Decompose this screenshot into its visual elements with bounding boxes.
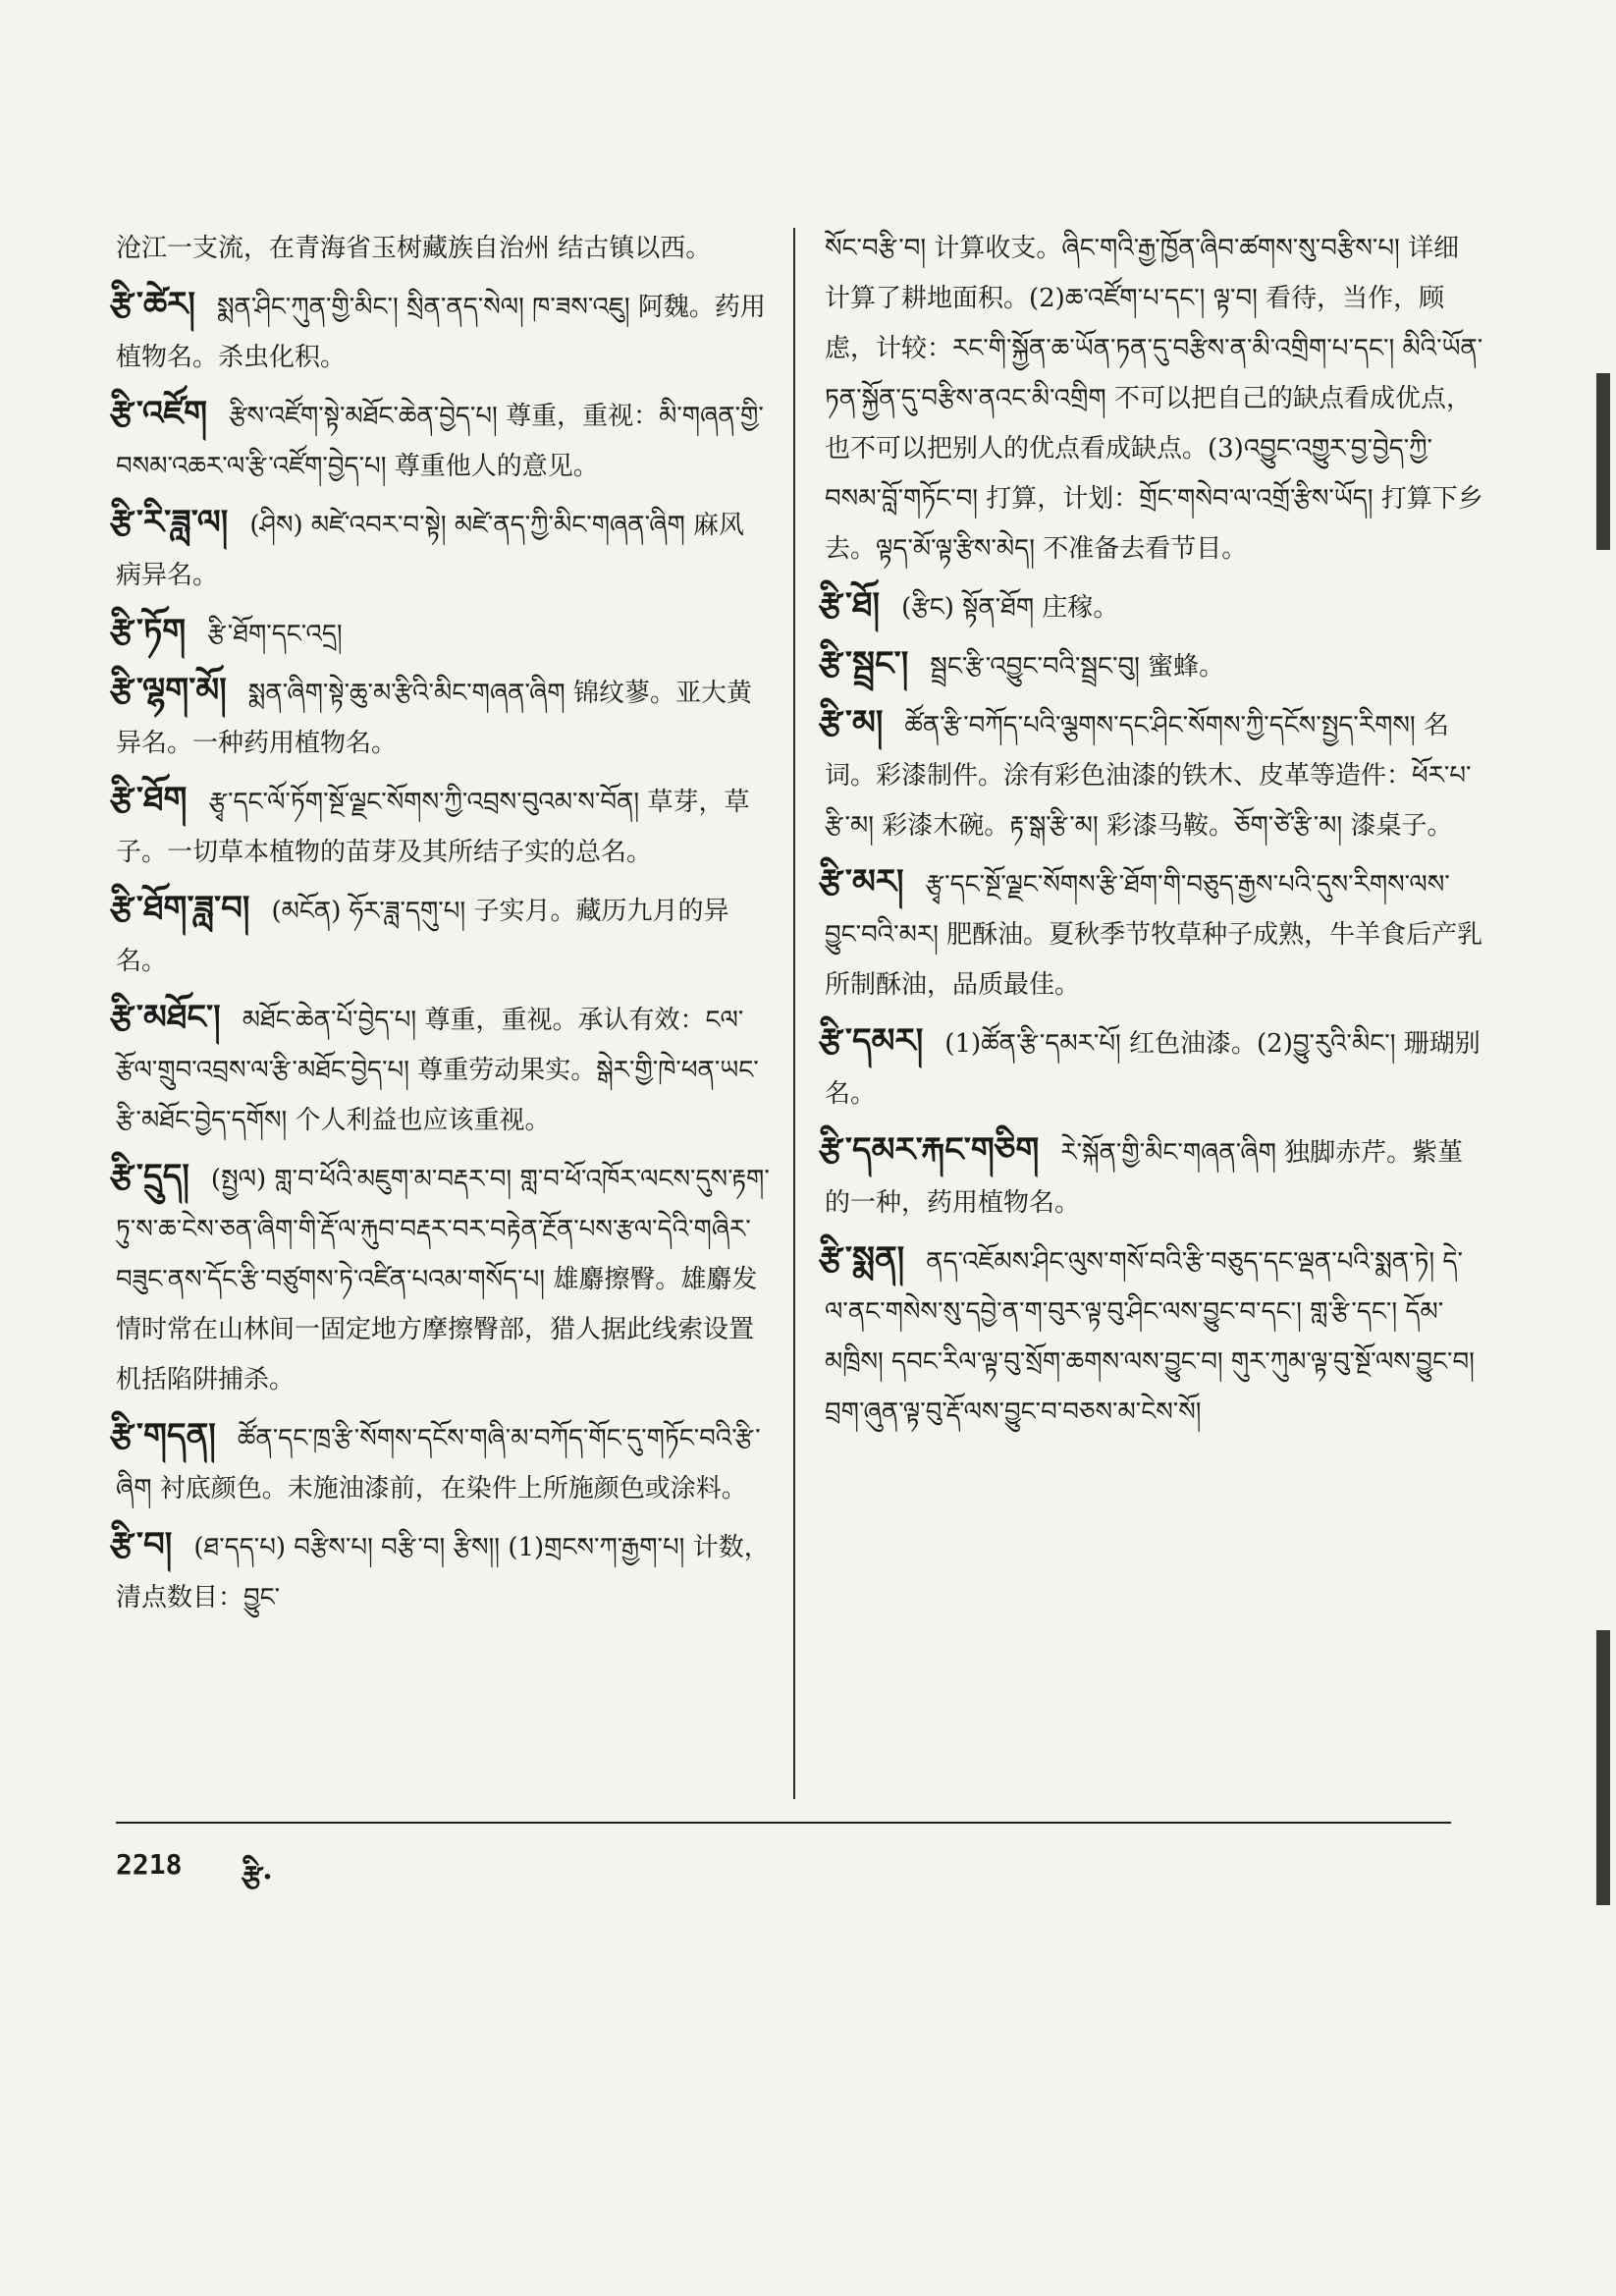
dictionary-entry [110,389,770,492]
entry-headword: རྩི་ཚེར། [110,285,195,324]
entry-headword: རྩི་དྲུད། [110,1157,189,1196]
dictionary-entry [110,775,770,878]
entry-definition: ཚོན་དང་ཁྲ་རྩི་སོགས་དངོས་གཞི་མ་བཀོད་གོང་དུ་གཏོང་བའི་རྩི་ཞིག 衬底颜色。未施油漆前，在染件上所施颜色或涂料。 [116,1424,761,1503]
entry-definition: (མངོན) ཧོར་ཟླ་དགུ་པ། 子实月。藏历九月的异名。 [116,897,729,976]
entry-definition: (ཐ་དད་པ) བརྩིས་པ། བརྩི་བ། རྩིས།། (1)གྲངས་ཀ་རྒྱག་པ། 计数，清点数目：བྱུང་ [116,1533,770,1613]
entry-definition: (1)ཚོན་རྩི་དམར་པོ། 红色油漆。(2)བྱུ་རུའི་མིང་། 珊瑚别名。 [825,1029,1481,1109]
entry-headword: རྩི་མ། [819,703,884,742]
dictionary-entry [110,607,770,660]
entry-definition: ཚོན་རྩི་བཀོད་པའི་ལྕགས་དང་ཤིང་སོགས་ཀྱི་དངོས་སྤྱད་རིགས། 名词。彩漆制件。涂有彩色油漆的铁木、皮革等造件：ཕོར་པ་རྩི་མ། 彩漆木碗。རྟ་སྒ་རྩི་མ། 彩漆马鞍。ཅོག་ཙེ་རྩི་མ། 漆桌子。 [825,711,1472,841]
footer-rule [116,1822,1451,1824]
dictionary-entry [819,1125,1484,1229]
entry-headword: རྩི་ཏོག [110,612,187,651]
entry-definition: (རྩིང) སྟོན་ཐོག 庄稼。 [901,593,1119,623]
entry-definition: རྩྭ་དང་སྔོ་ལྗང་སོགས་རྩི་ཐོག་གི་བཅུད་རྒྱས་པའི་དུས་རིགས་ལས་བྱུང་བའི་མར། 肥酥油。夏秋季节牧草种子成熟，牛羊食后产乳所制酥油，品质最佳。 [825,870,1483,1000]
dictionary-entry [819,698,1484,851]
dictionary-entry [825,224,1484,574]
dictionary-entry [819,580,1484,633]
entry-definition: སོང་བརྩི་བ། 计算收支。ཞིང་གའི་རྒྱ་ཁྱོན་ཞིབ་ཚགས་སུ་བརྩིས་པ། 详细计算了耕地面积。(2)ཆ་འཛོག་པ་དང་། ལྟ་བ། 看待，当作，顾虑，计较：རང་གི་སྐྱོན་ཆ་ཡོན་ཏན་དུ་བརྩིས་ན་མི་འགྲིག་པ་དང་། མིའི་ཡོན་ཏན་སྐྱོན་དུ་བརྩིས་ནའང་མི་འགྲིག 不可以把自己的缺点看成优点，也不可以把别人的优点看成缺点。(3)འབྱུང་འགྱུར་བྱ་བྱེད་ཀྱི་བསམ་བློ་གཏོང་བ། 打算，计划：གྲོང་གསེབ་ལ་འགྲོ་རྩིས་ཡོད། 打算下乡去。ལྟད་མོ་ལྟ་རྩིས་མེད། 不准备去看节目。 [825,234,1483,564]
edge-mark [1596,1630,1610,1905]
entry-definition: རྩི་ཐོག་དང་འདྲ། [207,620,343,649]
edge-mark [1596,373,1610,550]
entry-definition: སྨན་ཞིག་སྟེ་ཆུ་མ་རྩིའི་མིང་གཞན་ཞིག 锦纹蓼。亚大黄异名。一种药用植物名。 [116,679,752,758]
entry-definition: རྩྭ་དང་ལོ་ཏོག་སྔོ་ལྗང་སོགས་ཀྱི་འབྲས་བུའམ་ས་བོན། 草芽，草子。一切草本植物的苗芽及其所结子实的总名。 [116,788,750,867]
entry-definition: 沧江一支流，在青海省玉树藏族自治州 结古镇以西。 [116,234,712,263]
entry-definition: ནད་འཇོམས་ཤིང་ལུས་གསོ་བའི་རྩི་བཅུད་དང་ལྡན་པའི་སྨན་ཏེ། དེ་ལ་ནང་གསེས་སུ་དབྱེ་ན་ག་བུར་ལྟ་བུ་ཤིང་ལས་བྱུང་བ་དང་། གླ་རྩི་དང་། དོམ་མཁྲིས། དབང་རིལ་ལྟ་བུ་སྲོག་ཆགས་ལས་བྱུང་བ། གུར་ཀུམ་ལྟ་བུ་སྔོ་ལས་བྱུང་བ། བྲག་ཞུན་ལྟ་བུ་རྡོ་ལས་བྱུང་བ་བཅས་མ་ངེས་སོ། [825,1247,1475,1427]
dictionary-entry [110,1152,770,1405]
dictionary-entry [819,1234,1484,1438]
entry-definition: (སྤྱལ) གླ་བ་ཕོའི་མཇུག་མ་བརྡར་བ། གླ་བ་ཕོ་འཁོར་ལངས་དུས་རྟག་ཏུ་ས་ཆ་ངེས་ཅན་ཞིག་གི་རྡོ་ལ་རྐུབ་བརྡར་བར་བརྟེན་རྔོན་པས་རྩལ་དེའི་གཞིར་བཟུང་ནས་དོང་རྩི་བཙུགས་ཏེ་འཛིན་པའམ་གསོད་པ། 雄麝擦臀。雄麝发情时常在山林间一固定地方摩擦臀部，猎人据此线索设置机括陷阱捕杀。 [116,1165,770,1394]
entry-headword: རྩི་སྦྲང་། [819,644,909,683]
entry-headword: རྩི་བ། [110,1525,173,1564]
entry-headword: རྩི་མར། [819,862,904,902]
entry-headword: རྩི་ལྷག་མོ། [110,671,227,710]
dictionary-entry [819,1016,1484,1120]
column-divider [793,228,795,1799]
entry-definition: མཐོང་ཆེན་པོ་བྱེད་པ། 尊重，重视。承认有效：ངལ་རྩོལ་གྲུབ་འབྲས་ལ་རྩི་མཐོང་བྱེད་པ། 尊重劳动果实。སྒེར་གྱི་ཁེ་ཕན་ཡང་རྩི་མཐོང་བྱེད་དགོས། 个人利益也应该重视。 [116,1006,759,1135]
entry-headword: རྩི་དམར་རྐང་གཅིག [819,1130,1040,1170]
dictionary-entry [110,280,770,383]
entry-headword: རྩི་ཐོག [110,780,188,819]
dictionary-entry [110,884,770,987]
entry-definition: (ཤིས) མཛེ་འབར་བ་སྟེ། མཛེ་ནད་ཀྱི་མིང་གཞན་ཞིག 麻风病异名。 [116,511,745,590]
dictionary-entry [116,224,770,274]
dictionary-entry [110,666,770,769]
entry-headword: རྩི་གདན། [110,1416,216,1455]
entry-headword: རྩི་ཐོག་ཟླ་བ། [110,889,250,928]
dictionary-entry [819,639,1484,692]
left-column [110,224,770,1629]
running-head: རྩི· [242,1860,273,1894]
dictionary-entry [110,1520,770,1623]
entry-definition: རེ་སྐོན་གྱི་མིང་གཞན་ཞིག 独脚赤芹。紫堇的一种，药用植物名。 [825,1138,1464,1218]
dictionary-entry [110,1411,770,1514]
entry-headword: རྩི་དམར། [819,1021,924,1061]
entry-definition: རྩིས་འཛོག་སྟེ་མཐོང་ཆེན་བྱེད་པ། 尊重，重视：མི་གཞན་གྱི་བསམ་འཆར་ལ་རྩི་འཛོག་བྱེད་པ། 尊重他人的意见。 [116,402,764,481]
entry-headword: རྩི་རི་ཟླ་ལ། [110,503,229,542]
entry-definition: སྦྲང་རྩི་འབྱུང་བའི་སྦྲང་བུ། 蜜蜂。 [930,652,1225,682]
dictionary-entry [110,993,770,1146]
dictionary-entry [819,857,1484,1011]
right-column [819,224,1484,1444]
entry-headword: རྩི་སྨན། [819,1239,905,1279]
entry-headword: རྩི་མཐོང་། [110,998,221,1037]
entry-headword: རྩི་ཐོ། [819,585,881,625]
page-number: 2218 [116,1848,183,1881]
entry-definition: སྨན་ཤིང་ཀུན་གྱི་མིང་། སྲིན་ནད་སེལ། ཁ་ཟས་འཇུ། 阿魏。药用植物名。杀虫化积。 [116,293,766,372]
dictionary-entry [110,498,770,601]
entry-headword: རྩི་འཛོག [110,394,208,433]
